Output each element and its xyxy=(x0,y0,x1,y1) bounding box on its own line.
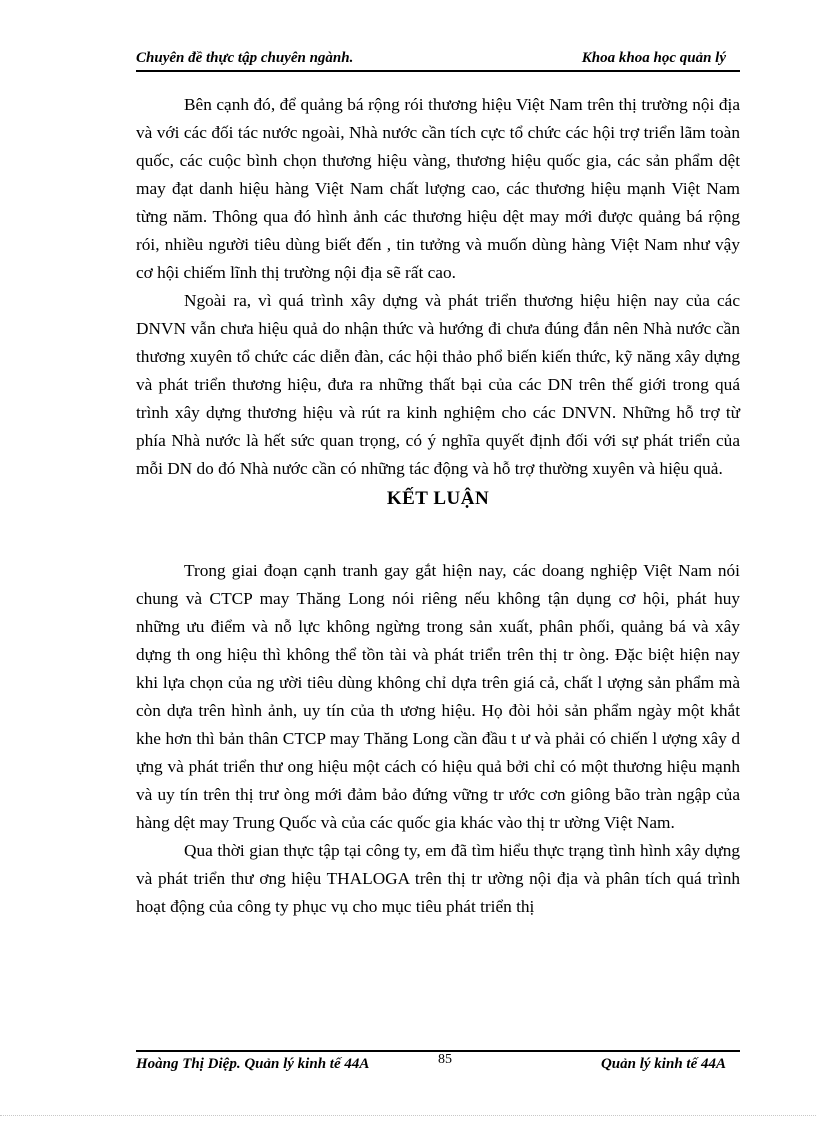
page-footer xyxy=(136,1050,740,1078)
page-header xyxy=(136,48,740,72)
paragraph: Qua thời gian thực tập tại công ty, em đã tìm hiểu thực trạng tình hình xây dựng và phát triển thư ơng hiệu THALOGA trên thị tr ường nội địa và phân tích quá trình hoạt động của công ty phục vụ cho mục tiêu phát triển thị xyxy=(136,841,740,916)
header-faculty: Khoa khoa học quản lý xyxy=(581,50,726,66)
section-heading: KẾT LUẬN xyxy=(386,488,490,509)
page-body xyxy=(136,91,740,921)
paragraph: Ngoài ra, vì quá trình xây dựng và phát triển thương hiệu hiện nay của các DNVN vẫn chưa hiệu quả do nhận thức và hướng đi chưa đúng đắn nên Nhà nước cần thương xuyên tổ chức các diễn đàn, các hội thảo phổ biến kiến thức, kỹ năng xây dựng và phát triển thương hiệu, đưa ra những thất bại của các DN trên thế giới trong quá trình xây dựng thương hiệu và rút ra kinh nghiệm cho các DNVN. Những hỗ trợ từ phía Nhà nước là hết sức quan trọng, có ý nghĩa quyết định đối với sự phát triển của mỗi DN do đó Nhà nước cần có những tác động và hỗ trợ thường xuyên và hiệu quả. xyxy=(136,291,740,478)
page-bottom-divider xyxy=(0,1115,816,1116)
paragraph: Trong giai đoạn cạnh tranh gay gắt hiện nay, các doang nghiệp Việt Nam nói chung và CTCP may Thăng Long nói riêng nếu không tận dụng cơ hội, phát huy những ưu điểm và nỗ lực không ngừng trong sản xuất, phân phối, quảng bá và xây dựng th ong hiệu thì không thể tồn tài và phát triển trên thị tr òng. Đặc biệt hiện nay khi lựa chọn của ng ười tiêu dùng không chỉ dựa trên giá cả, chất l ượng sản phẩm mà còn dựa trên hình ảnh, uy tín của th ương hiệu. Họ đòi hỏi sản phẩm ngày một khắt khe hơn thì bản thân CTCP may Thăng Long cần đầu t ư và phải có chiến l ượng xây d ựng và phát triển thư ong hiệu một cách có hiệu quả bởi chỉ có một thương hiệu mạnh và uy tín trên thị trư òng mới đảm bảo đứng vững tr ước cơn giông bão tràn ngập của hàng dệt may Trung Quốc và của các quốc gia khác vào thị tr ường Việt Nam. xyxy=(136,561,740,832)
paragraph: Bên cạnh đó, để quảng bá rộng rói thương hiệu Việt Nam trên thị trường nội địa và với các đối tác nước ngoài, Nhà nước cần tích cực tổ chức các hội trợ triển lãm toàn quốc, các cuộc bình chọn thương hiệu vàng, thương hiệu quốc gia, các sản phẩm dệt may đạt danh hiệu hàng Việt Nam chất lượng cao, các thương hiệu mạnh Việt Nam từng năm. Thông qua đó hình ảnh các thương hiệu dệt may mới được quảng bá rộng rói, nhiều người tiêu dùng biết đến , tin tưởng và muốn dùng hàng Việt Nam như vậy cơ hội chiếm lĩnh thị trường nội địa sẽ rất cao. xyxy=(136,95,740,282)
page-number: 85 xyxy=(438,1052,452,1067)
footer-department: Quản lý kinh tế 44A xyxy=(600,1056,726,1072)
footer-author: Hoàng Thị Diệp. Quản lý kinh tế 44A xyxy=(136,1056,370,1072)
header-document-title: Chuyên đề thực tập chuyên ngành. xyxy=(136,50,354,66)
